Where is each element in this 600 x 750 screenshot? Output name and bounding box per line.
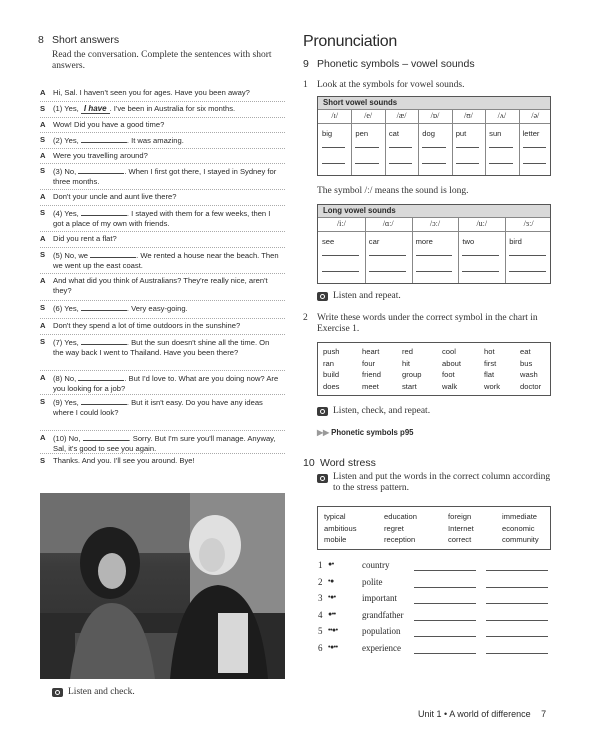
word-item: regret	[384, 523, 404, 533]
example-word: sun	[489, 129, 502, 138]
phonetic-symbol: /ɪ/	[331, 111, 339, 120]
audio-icon[interactable]	[317, 292, 328, 301]
conversation-photo	[40, 493, 285, 679]
answer-line[interactable]	[322, 163, 345, 164]
ex9-q1-number: 1	[303, 80, 308, 90]
speaker-label: S	[40, 104, 46, 113]
line-divider	[40, 117, 285, 118]
answer-line[interactable]	[369, 271, 406, 272]
dialogue-prefix: (1) Yes,	[53, 104, 81, 113]
line-divider	[40, 101, 285, 102]
answer-line[interactable]	[486, 587, 548, 588]
stress-example-word: experience	[362, 642, 401, 653]
ex9-q1-text: Look at the symbols for vowel sounds.	[317, 80, 465, 90]
dialogue-text	[53, 337, 281, 358]
dialogue-text	[53, 250, 281, 271]
word-item: push	[323, 347, 340, 356]
phonetic-symbols-ref-label: Phonetic symbols p95	[331, 428, 414, 437]
word-item: foreign	[448, 512, 472, 521]
stress-example-word: grandfather	[362, 609, 404, 620]
footer-bullet: •	[444, 709, 448, 719]
dialogue-suffix: . I've been in Australia for six months.	[109, 104, 236, 113]
word-item: hit	[402, 358, 411, 368]
phonetic-symbol: /e/	[364, 111, 373, 120]
dialogue-suffix: . We rented a house near the beach. Then we went up the east coast.	[53, 251, 279, 270]
example-word: big	[322, 129, 333, 138]
answer-line[interactable]	[416, 271, 453, 272]
speaker-label: A	[40, 151, 46, 160]
answer-blank[interactable]	[90, 250, 136, 258]
short-vowel-title: Short vowel sounds	[318, 97, 550, 109]
answer-line[interactable]	[414, 587, 476, 588]
answer-line[interactable]	[486, 603, 548, 604]
dialogue-suffix: . Sorry. But I'm sure you'll manage. Anyway, Sal, it's good to see you again.	[53, 434, 276, 453]
ex8-heading	[38, 34, 119, 46]
dialogue-text: Were you travelling around?	[53, 151, 148, 160]
ex9-number: 9	[303, 58, 309, 70]
dialogue-suffix: . When I first got there, I stayed in Sydney for three months.	[53, 167, 277, 186]
ex9-title: Phonetic symbols – vowel sounds	[317, 58, 475, 70]
long-vowel-note: The symbol /ː/ means the sound is long.	[317, 186, 469, 196]
word-item: about	[442, 358, 462, 368]
row-divider	[318, 231, 550, 232]
stress-word-box	[317, 506, 551, 550]
word-item: four	[362, 358, 376, 368]
phonetic-symbol: /iː/	[336, 219, 346, 228]
line-divider	[40, 163, 285, 164]
speaker-label: A	[40, 276, 46, 285]
audio-icon[interactable]	[317, 474, 328, 483]
word-item: group	[402, 370, 422, 379]
answer-blank[interactable]	[81, 303, 127, 311]
answer-line[interactable]	[416, 255, 453, 256]
line-divider	[40, 430, 285, 431]
answer-line[interactable]	[322, 255, 359, 256]
example-word: letter	[522, 129, 540, 138]
line-divider	[40, 273, 285, 274]
word-item: correct	[448, 535, 472, 544]
word-item: flat	[484, 370, 495, 379]
answer-line[interactable]	[414, 603, 476, 604]
line-divider	[40, 189, 285, 190]
example-word: dog	[422, 129, 435, 138]
answer-line[interactable]	[486, 620, 548, 621]
dialogue-text	[53, 433, 281, 454]
answer-line[interactable]	[509, 255, 546, 256]
stress-pattern: ●•	[328, 561, 334, 568]
word-item: cool	[442, 347, 456, 356]
answer-line[interactable]	[422, 163, 445, 164]
double-arrow-icon: ▶▶	[317, 428, 329, 437]
word-item: reception	[384, 535, 416, 544]
dialogue-prefix: (10) No,	[53, 434, 83, 443]
word-item: immediate	[502, 512, 538, 521]
answer-line[interactable]	[369, 255, 406, 256]
answer-blank[interactable]	[78, 166, 124, 174]
example-word: see	[322, 237, 335, 246]
line-divider	[40, 318, 285, 319]
speaker-label: S	[40, 397, 46, 406]
line-divider	[40, 453, 285, 454]
line-divider	[40, 370, 285, 371]
stress-pattern: •●•	[328, 594, 336, 601]
dialogue-text: Don't your uncle and aunt live there?	[53, 192, 177, 201]
word-item: friend	[362, 370, 381, 379]
word-item: community	[502, 535, 539, 544]
dialogue-text	[53, 208, 281, 229]
speaker-label: A	[40, 433, 46, 442]
stress-row-number: 5	[318, 626, 323, 636]
example-word: put	[455, 129, 467, 138]
answer-line[interactable]	[523, 163, 546, 164]
audio-icon[interactable]	[52, 688, 63, 697]
stress-row-number: 4	[318, 609, 323, 620]
word-item: hot	[484, 347, 495, 356]
footer-unit: Unit 1	[418, 709, 442, 719]
stress-row-number: 2	[318, 576, 323, 587]
word-item: walk	[442, 381, 458, 391]
word-item: heart	[362, 347, 380, 356]
dialogue-text	[53, 104, 281, 114]
word-item: start	[402, 381, 417, 391]
word-item: bus	[520, 358, 533, 368]
stress-example-word: country	[362, 560, 390, 570]
answer-line[interactable]	[486, 636, 548, 637]
answer-line[interactable]	[489, 147, 512, 148]
dialogue-text: And what did you think of Australians? They're really nice, aren't they?	[53, 276, 268, 295]
footer-title: A world of difference	[449, 709, 531, 719]
answer-line[interactable]	[414, 570, 476, 571]
phonetic-symbol: /uː/	[476, 219, 488, 228]
ex10-title: Word stress	[320, 457, 376, 469]
row-divider	[318, 123, 550, 124]
speaker-label: S	[40, 456, 46, 465]
phonetic-symbol: /æ/	[396, 111, 407, 120]
word-item: mobile	[324, 535, 347, 544]
phonetic-symbol: /ɔː/	[429, 219, 441, 228]
speaker-label: S	[40, 135, 46, 144]
stress-row-number: 3	[318, 593, 323, 603]
word-item: foot	[442, 370, 455, 379]
speaker-label: S	[40, 337, 46, 346]
stress-pattern: ••●•	[328, 627, 338, 634]
dialogue-prefix: (6) Yes,	[53, 304, 81, 313]
word-item: typical	[324, 512, 346, 521]
answer-line[interactable]	[462, 255, 499, 256]
speaker-label: A	[40, 192, 46, 201]
phonetic-symbol: /ʌ/	[497, 111, 507, 120]
long-vowel-title: Long vowel sounds	[318, 205, 550, 217]
ex10-heading	[303, 457, 376, 469]
answer-line[interactable]	[389, 147, 412, 148]
dialogue-suffix: . Very easy-going.	[126, 304, 188, 313]
short-vowel-table	[317, 96, 551, 176]
word-item: does	[323, 381, 340, 391]
answer-line[interactable]	[489, 163, 512, 164]
listen-check-repeat: Listen, check, and repeat.	[333, 406, 431, 416]
stress-pattern: •●	[328, 577, 334, 585]
speaker-label: S	[40, 208, 46, 217]
ex10-instruction: Listen and put the words in the correct column according to the stress pattern.	[333, 472, 551, 493]
row-divider	[318, 109, 550, 110]
ex9-heading	[303, 58, 475, 70]
line-divider	[40, 231, 285, 232]
word-item: meet	[362, 381, 379, 391]
vowel-word-box	[317, 342, 551, 396]
answer-line[interactable]	[414, 636, 476, 637]
line-divider	[40, 334, 285, 335]
example-word: car	[368, 237, 380, 246]
example-word: bird	[509, 237, 522, 246]
answer-line[interactable]	[414, 620, 476, 621]
dialogue-suffix: . I stayed with them for a few weeks, then I got a place of my own with friends.	[53, 209, 271, 228]
answer-line[interactable]	[509, 271, 546, 272]
speaker-label: S	[40, 250, 46, 259]
dialogue-prefix: (3) No,	[53, 167, 79, 176]
speaker-label: S	[40, 166, 46, 175]
answer-line[interactable]	[486, 570, 548, 571]
ex8-number: 8	[38, 34, 44, 46]
word-item: ran	[323, 358, 334, 368]
dialogue-suffix: . But the sun doesn't shine all the time. On the way back I went to Thailand. Have you been there?	[53, 338, 270, 357]
dialogue-text	[53, 303, 281, 314]
line-divider	[40, 132, 285, 133]
stress-row-number: 1	[318, 560, 323, 570]
stress-pattern: •●••	[328, 643, 338, 651]
stress-row-number: 6	[318, 642, 323, 653]
dialogue-text: Hi, Sal. I haven't seen you for ages. Have you been away?	[53, 88, 250, 97]
line-divider	[40, 247, 285, 248]
answer-blank[interactable]	[81, 397, 127, 405]
line-divider	[40, 148, 285, 149]
ex9-q2-number: 2	[303, 313, 308, 323]
answer-line[interactable]	[422, 147, 445, 148]
dialogue-prefix: (8) No,	[53, 374, 79, 383]
phonetic-symbol: /ʊ/	[463, 111, 473, 120]
footer	[418, 709, 546, 719]
page-number: 7	[541, 709, 547, 719]
answer-line[interactable]	[456, 163, 479, 164]
answer-blank[interactable]	[83, 433, 129, 441]
answer-line[interactable]	[523, 147, 546, 148]
answer-blank[interactable]	[81, 337, 127, 345]
section-title: Pronunciation	[303, 33, 397, 50]
example-word: cat	[388, 129, 399, 138]
speaker-label: A	[40, 373, 46, 382]
dialogue-text	[53, 373, 281, 394]
phonetic-symbol: /ɑː/	[382, 219, 394, 228]
dialogue-prefix: (4) Yes,	[53, 209, 81, 218]
speaker-label: A	[40, 88, 46, 97]
line-divider	[40, 205, 285, 206]
audio-icon[interactable]	[317, 407, 328, 416]
answer-line[interactable]	[322, 271, 359, 272]
dialogue-suffix: . But I'd love to. What are you doing now? Are you looking for a job?	[53, 374, 279, 393]
example-word: more	[415, 237, 433, 246]
phonetic-symbols-ref[interactable]	[317, 428, 414, 437]
dialogue-prefix: (7) Yes,	[53, 338, 81, 347]
phonetic-symbol: /ɒ/	[430, 111, 440, 120]
stress-example-word: polite	[362, 576, 383, 587]
answer-line[interactable]	[389, 163, 412, 164]
word-item: first	[484, 358, 497, 368]
photo-illustration	[40, 493, 285, 679]
word-item: red	[402, 347, 413, 356]
ex8-listen-check: Listen and check.	[68, 687, 135, 697]
ex8-title: Short answers	[52, 34, 120, 46]
dialogue-text	[53, 135, 281, 146]
phonetic-symbol: /ə/	[531, 111, 540, 120]
speaker-label: A	[40, 321, 46, 330]
speaker-label: S	[40, 303, 46, 312]
dialogue-prefix: (2) Yes,	[53, 136, 81, 145]
word-item: economic	[502, 523, 535, 533]
stress-pattern: ●••	[328, 610, 336, 618]
row-divider	[318, 217, 550, 218]
sample-answer: I have	[81, 104, 110, 114]
example-word: two	[462, 237, 475, 246]
answer-blank[interactable]	[81, 135, 127, 143]
ex10-number: 10	[303, 457, 315, 469]
speaker-label: A	[40, 120, 46, 129]
answer-line[interactable]	[456, 147, 479, 148]
speaker-label: A	[40, 234, 46, 243]
dialogue-suffix: . But it isn't easy. Do you have any ideas where I could look?	[53, 398, 263, 417]
word-item: wash	[520, 370, 538, 379]
word-item: education	[384, 512, 417, 521]
dialogue-prefix: (9) Yes,	[53, 398, 81, 407]
dialogue-prefix: (5) No, we	[53, 251, 91, 260]
word-item: work	[484, 381, 501, 391]
answer-line[interactable]	[414, 653, 476, 654]
answer-line[interactable]	[486, 653, 548, 654]
stress-example-word: important	[362, 593, 397, 603]
phonetic-symbol: /ɜː/	[523, 219, 534, 228]
ex8-instruction: Read the conversation. Complete the sentences with short answers.	[52, 50, 272, 71]
answer-line[interactable]	[322, 147, 345, 148]
dialogue-text	[53, 397, 281, 418]
dialogue-text: Did you rent a flat?	[53, 234, 117, 243]
answer-line[interactable]	[355, 163, 378, 164]
word-item: eat	[520, 347, 531, 356]
dialogue-suffix: . It was amazing.	[126, 136, 184, 145]
line-divider	[40, 300, 285, 301]
long-vowel-table	[317, 204, 551, 284]
answer-line[interactable]	[355, 147, 378, 148]
dialogue-text: Wow! Did you have a good time?	[53, 120, 165, 129]
word-item: doctor	[520, 381, 542, 391]
answer-blank[interactable]	[81, 208, 127, 216]
ex9-q2-text: Write these words under the correct symbol in the chart in Exercise 1.	[317, 313, 538, 334]
dialogue-text: Don't they spend a lot of time outdoors in the sunshine?	[53, 321, 241, 330]
stress-example-word: population	[362, 626, 401, 636]
word-item: Internet	[448, 523, 474, 533]
listen-repeat: Listen and repeat.	[333, 291, 401, 301]
dialogue-text	[53, 166, 281, 187]
example-word: pen	[355, 129, 369, 138]
line-divider	[40, 394, 285, 395]
word-item: ambitious	[324, 523, 357, 533]
dialogue-text: Thanks. And you. I'll see you around. Bye!	[53, 456, 195, 465]
word-item: build	[323, 370, 340, 379]
answer-line[interactable]	[462, 271, 499, 272]
answer-blank[interactable]	[78, 373, 124, 381]
